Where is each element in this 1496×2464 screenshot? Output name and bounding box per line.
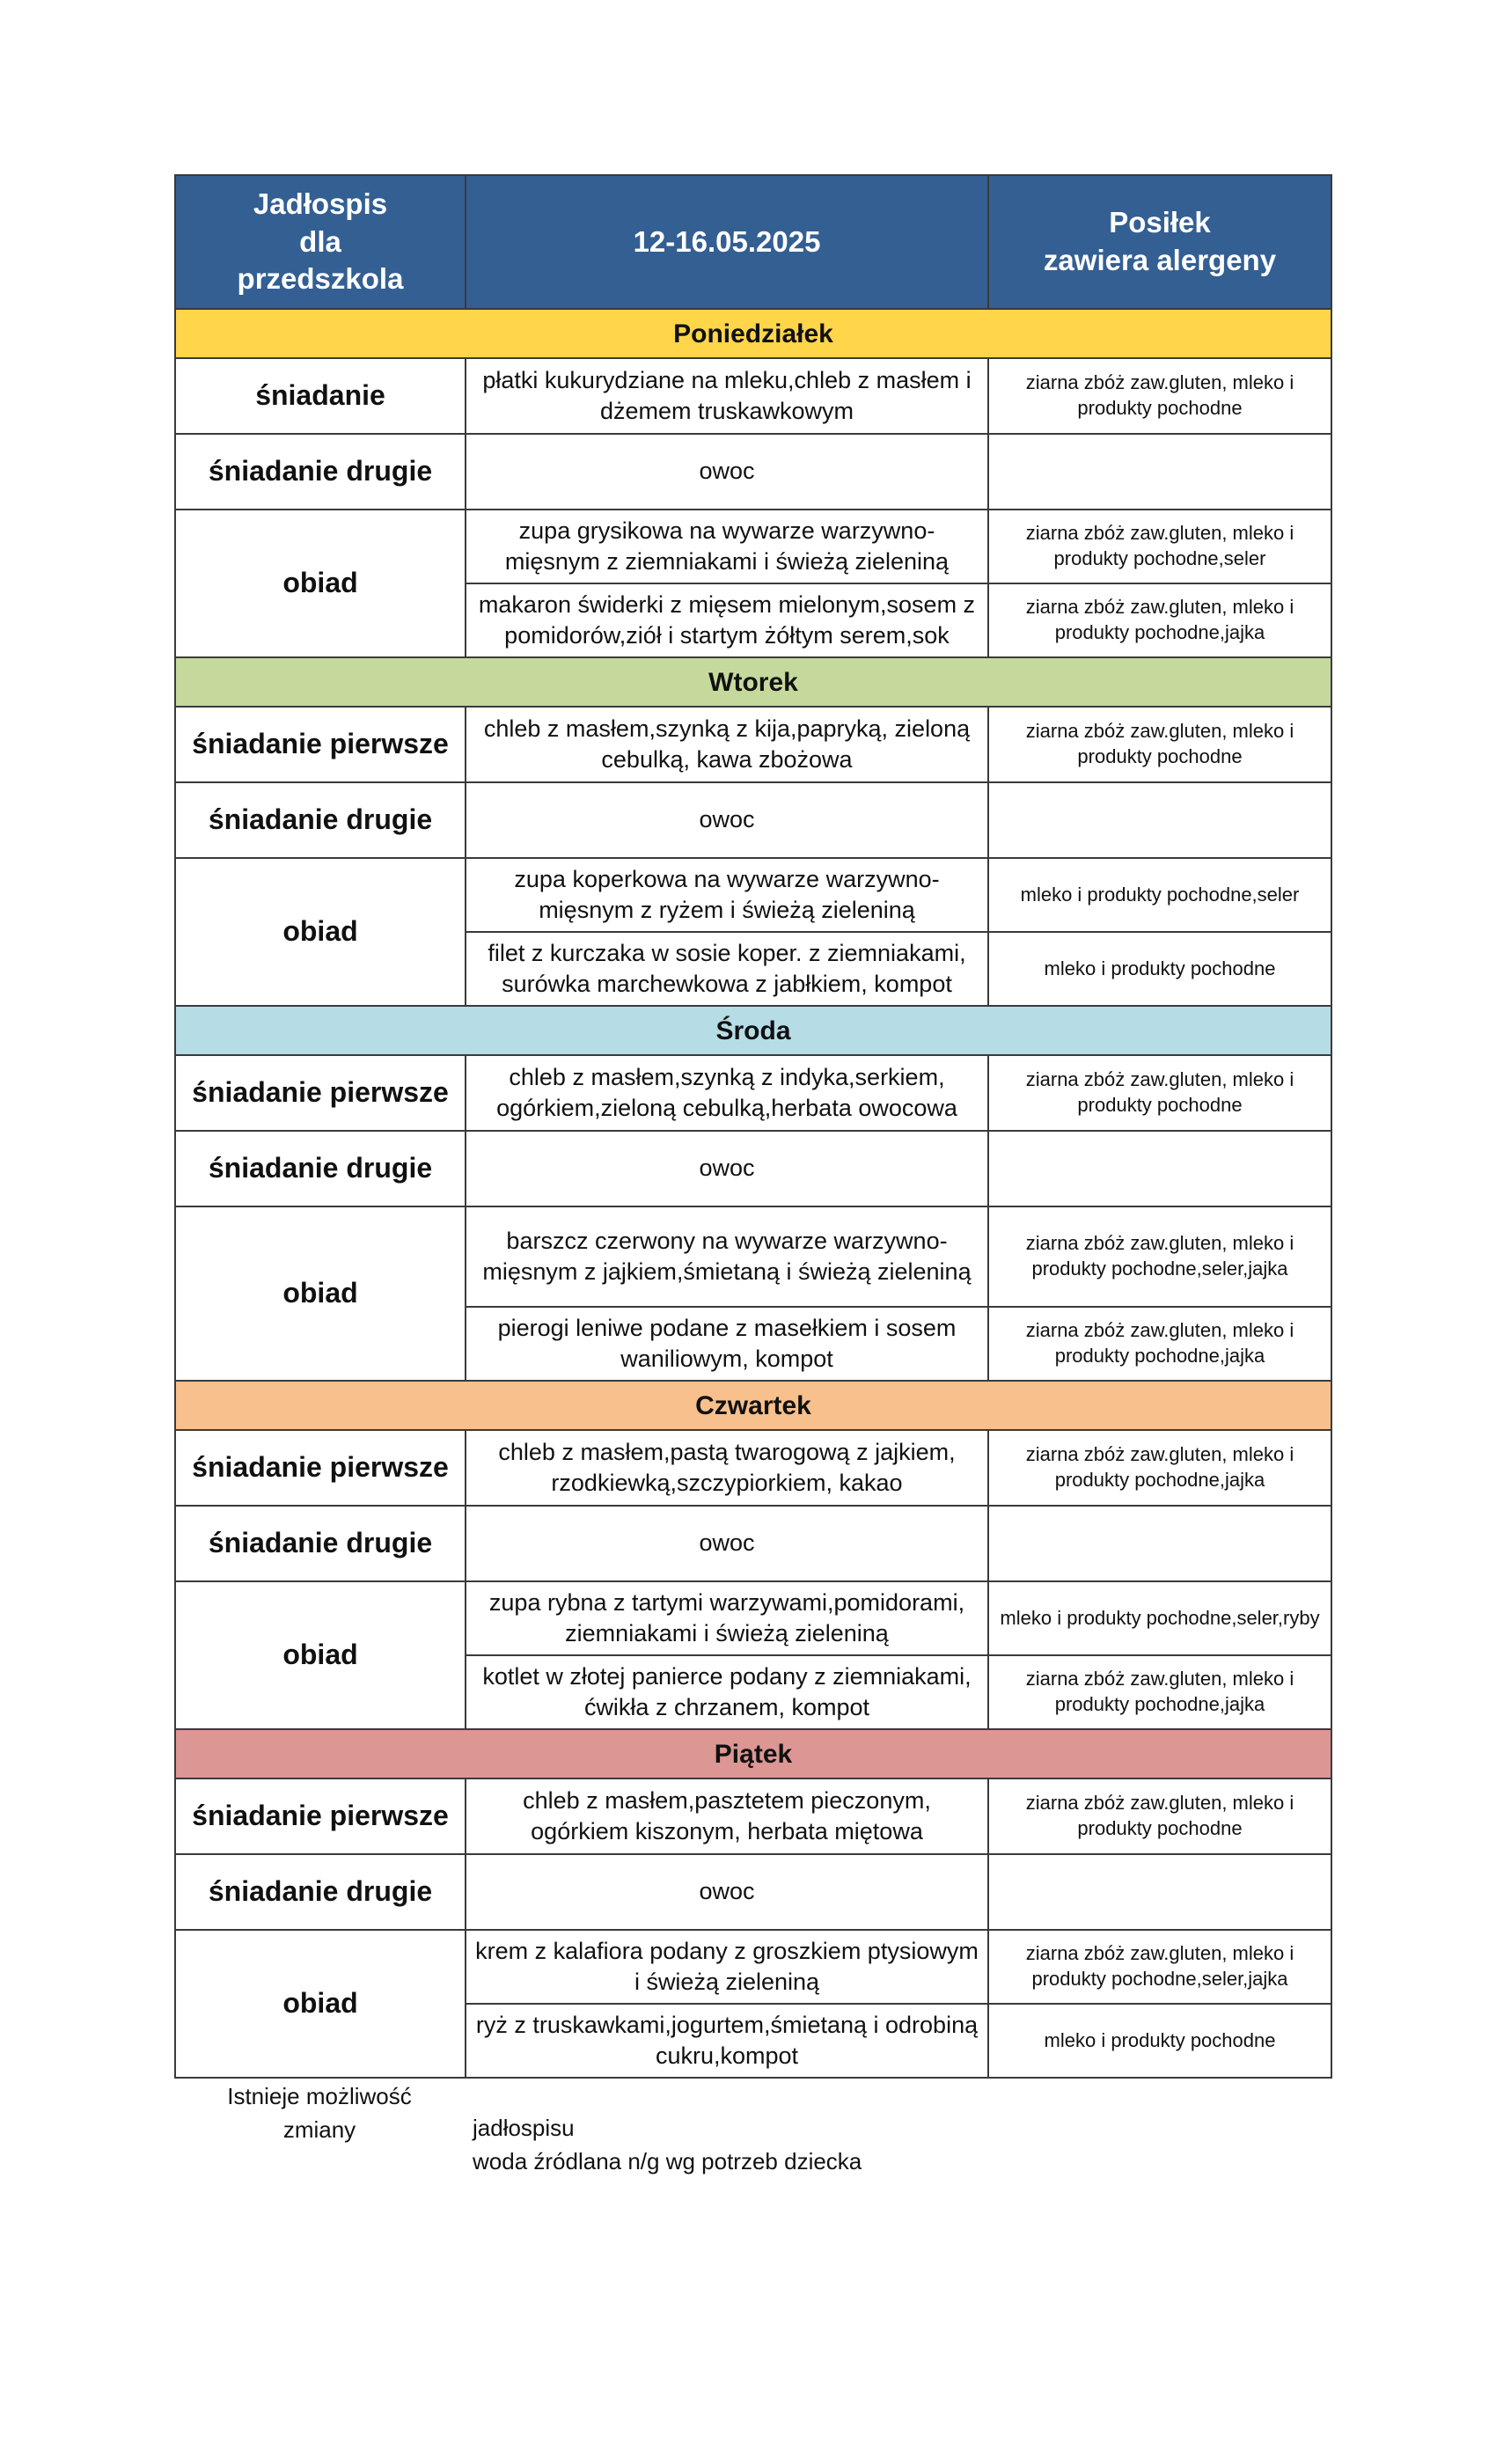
- dish-cell: chleb z masłem,pastą twarogową z jajkiem, rzodkiewką,szczypiorkiem, kakao: [466, 1430, 988, 1506]
- lunch-soup-row: [175, 858, 1331, 932]
- allergen-cell: mleko i produkty pochodne,seler,ryby: [988, 1581, 1331, 1655]
- meal-label: śniadanie drugie: [175, 782, 466, 858]
- header-allergens-line: zawiera alergeny: [1043, 244, 1277, 276]
- breakfast-row: [175, 1430, 1331, 1506]
- day-row: [175, 657, 1331, 707]
- meal-label: śniadanie: [175, 358, 466, 434]
- day-name: Piątek: [175, 1729, 1331, 1778]
- meal-label: śniadanie pierwsze: [175, 1430, 466, 1506]
- allergen-cell: [988, 434, 1331, 510]
- day-row: [175, 1006, 1331, 1055]
- meal-label: śniadanie pierwsze: [175, 1778, 466, 1854]
- allergen-cell: ziarna zbóż zaw.gluten, mleko i produkty pochodne: [988, 1778, 1331, 1854]
- allergen-cell: mleko i produkty pochodne,seler: [988, 858, 1331, 932]
- dish-cell: owoc: [466, 1506, 988, 1581]
- dish-cell: owoc: [466, 782, 988, 858]
- footer-note-cont: jadłospisu: [473, 2115, 575, 2141]
- allergen-cell: [988, 1854, 1331, 1930]
- header-title-line: dla: [299, 224, 341, 258]
- allergen-cell: [988, 1131, 1331, 1206]
- dish-cell: płatki kukurydziane na mleku,chleb z masłem i dżemem truskawkowym: [466, 358, 988, 434]
- dish-cell: chleb z masłem,szynką z kija,papryką, zieloną cebulką, kawa zbożowa: [466, 707, 988, 782]
- header-allergens-line: Posiłek: [1109, 206, 1211, 239]
- allergen-cell: ziarna zbóż zaw.gluten, mleko i produkty pochodne,seler: [988, 510, 1331, 583]
- lunch-soup-row: [175, 1581, 1331, 1655]
- day-name: Środa: [175, 1006, 1331, 1055]
- dish-cell: filet z kurczaka w sosie koper. z ziemniakami, surówka marchewkowa z jabłkiem, kompot: [466, 932, 988, 1006]
- breakfast-row: [175, 1778, 1331, 1854]
- allergen-cell: ziarna zbóż zaw.gluten, mleko i produkty pochodne: [988, 358, 1331, 434]
- breakfast-row: [175, 358, 1331, 434]
- header-row: [175, 175, 1331, 309]
- footer-note-line: Istnieje możliwość: [227, 2083, 412, 2109]
- meal-label: śniadanie pierwsze: [175, 1055, 466, 1131]
- allergen-cell: ziarna zbóż zaw.gluten, mleko i produkty pochodne,seler,jajka: [988, 1206, 1331, 1307]
- meal-label: obiad: [175, 1581, 466, 1729]
- dish-cell: ryż z truskawkami,jogurtem,śmietaną i odrobiną cukru,kompot: [466, 2004, 988, 2078]
- dish-cell: chleb z masłem,pasztetem pieczonym, ogórkiem kiszonym, herbata miętowa: [466, 1778, 988, 1854]
- lunch-soup-row: [175, 510, 1331, 583]
- breakfast-row: [175, 1055, 1331, 1131]
- allergen-cell: ziarna zbóż zaw.gluten, mleko i produkty pochodne,jajka: [988, 583, 1331, 657]
- dish-cell: zupa koperkowa na wywarze warzywno-mięsnym z ryżem i świeżą zieleniną: [466, 858, 988, 932]
- second-breakfast-row: [175, 1506, 1331, 1581]
- breakfast-row: [175, 707, 1331, 782]
- second-breakfast-row: [175, 782, 1331, 858]
- header-title-line: Jadłospis: [253, 187, 388, 220]
- meal-label: śniadanie drugie: [175, 434, 466, 510]
- menu-table: [174, 174, 1332, 2079]
- day-name: Wtorek: [175, 657, 1331, 707]
- header-title-cell: [175, 175, 466, 309]
- header-title-line: przedszkola: [237, 262, 404, 296]
- second-breakfast-row: [175, 1131, 1331, 1206]
- dish-cell: owoc: [466, 1854, 988, 1930]
- dish-cell: zupa grysikowa na wywarze warzywno-mięsnym z ziemniakami i świeżą zieleniną: [466, 510, 988, 583]
- second-breakfast-row: [175, 434, 1331, 510]
- allergen-cell: ziarna zbóż zaw.gluten, mleko i produkty pochodne,jajka: [988, 1430, 1331, 1506]
- meal-label: obiad: [175, 858, 466, 1006]
- meal-label: śniadanie drugie: [175, 1131, 466, 1206]
- dish-cell: makaron świderki z mięsem mielonym,sosem z pomidorów,ziół i startym żółtym serem,sok: [466, 583, 988, 657]
- day-name: Czwartek: [175, 1381, 1331, 1430]
- header-date: 12-16.05.2025: [466, 175, 988, 309]
- footer-note-cont-block: [473, 2112, 862, 2178]
- dish-cell: owoc: [466, 434, 988, 510]
- allergen-cell: ziarna zbóż zaw.gluten, mleko i produkty pochodne: [988, 1055, 1331, 1131]
- meal-label: śniadanie drugie: [175, 1854, 466, 1930]
- allergen-cell: ziarna zbóż zaw.gluten, mleko i produkty pochodne,jajka: [988, 1655, 1331, 1729]
- allergen-cell: ziarna zbóż zaw.gluten, mleko i produkty pochodne,jajka: [988, 1307, 1331, 1381]
- header-allergens-cell: [988, 175, 1331, 309]
- day-name: Poniedziałek: [175, 309, 1331, 358]
- dish-cell: pierogi leniwe podane z masełkiem i sosem waniliowym, kompot: [466, 1307, 988, 1381]
- dish-cell: kotlet w złotej panierce podany z ziemniakami, ćwikła z chrzanem, kompot: [466, 1655, 988, 1729]
- day-row: [175, 1381, 1331, 1430]
- meal-label: śniadanie pierwsze: [175, 707, 466, 782]
- footer-water: woda źródlana n/g wg potrzeb dziecka: [473, 2147, 862, 2174]
- meal-label: obiad: [175, 1206, 466, 1381]
- meal-label: obiad: [175, 510, 466, 657]
- day-row: [175, 309, 1331, 358]
- day-row: [175, 1729, 1331, 1778]
- allergen-cell: [988, 1506, 1331, 1581]
- footer-note-line: zmiany: [282, 2116, 356, 2143]
- dish-cell: chleb z masłem,szynką z indyka,serkiem, ogórkiem,zieloną cebulką,herbata owocowa: [466, 1055, 988, 1131]
- dish-cell: owoc: [466, 1131, 988, 1206]
- allergen-cell: [988, 782, 1331, 858]
- dish-cell: barszcz czerwony na wywarze warzywno-mięsnym z jajkiem,śmietaną i świeżą zieleniną: [466, 1206, 988, 1307]
- allergen-cell: mleko i produkty pochodne: [988, 932, 1331, 1006]
- footer-note: [174, 2080, 465, 2146]
- meal-label: śniadanie drugie: [175, 1506, 466, 1581]
- allergen-cell: mleko i produkty pochodne: [988, 2004, 1331, 2078]
- allergen-cell: ziarna zbóż zaw.gluten, mleko i produkty pochodne,seler,jajka: [988, 1930, 1331, 2004]
- lunch-soup-row: [175, 1930, 1331, 2004]
- second-breakfast-row: [175, 1854, 1331, 1930]
- dish-cell: krem z kalafiora podany z groszkiem ptysiowym i świeżą zieleniną: [466, 1930, 988, 2004]
- allergen-cell: ziarna zbóż zaw.gluten, mleko i produkty pochodne: [988, 707, 1331, 782]
- lunch-soup-row: [175, 1206, 1331, 1307]
- meal-label: obiad: [175, 1930, 466, 2078]
- dish-cell: zupa rybna z tartymi warzywami,pomidorami, ziemniakami i świeżą zieleniną: [466, 1581, 988, 1655]
